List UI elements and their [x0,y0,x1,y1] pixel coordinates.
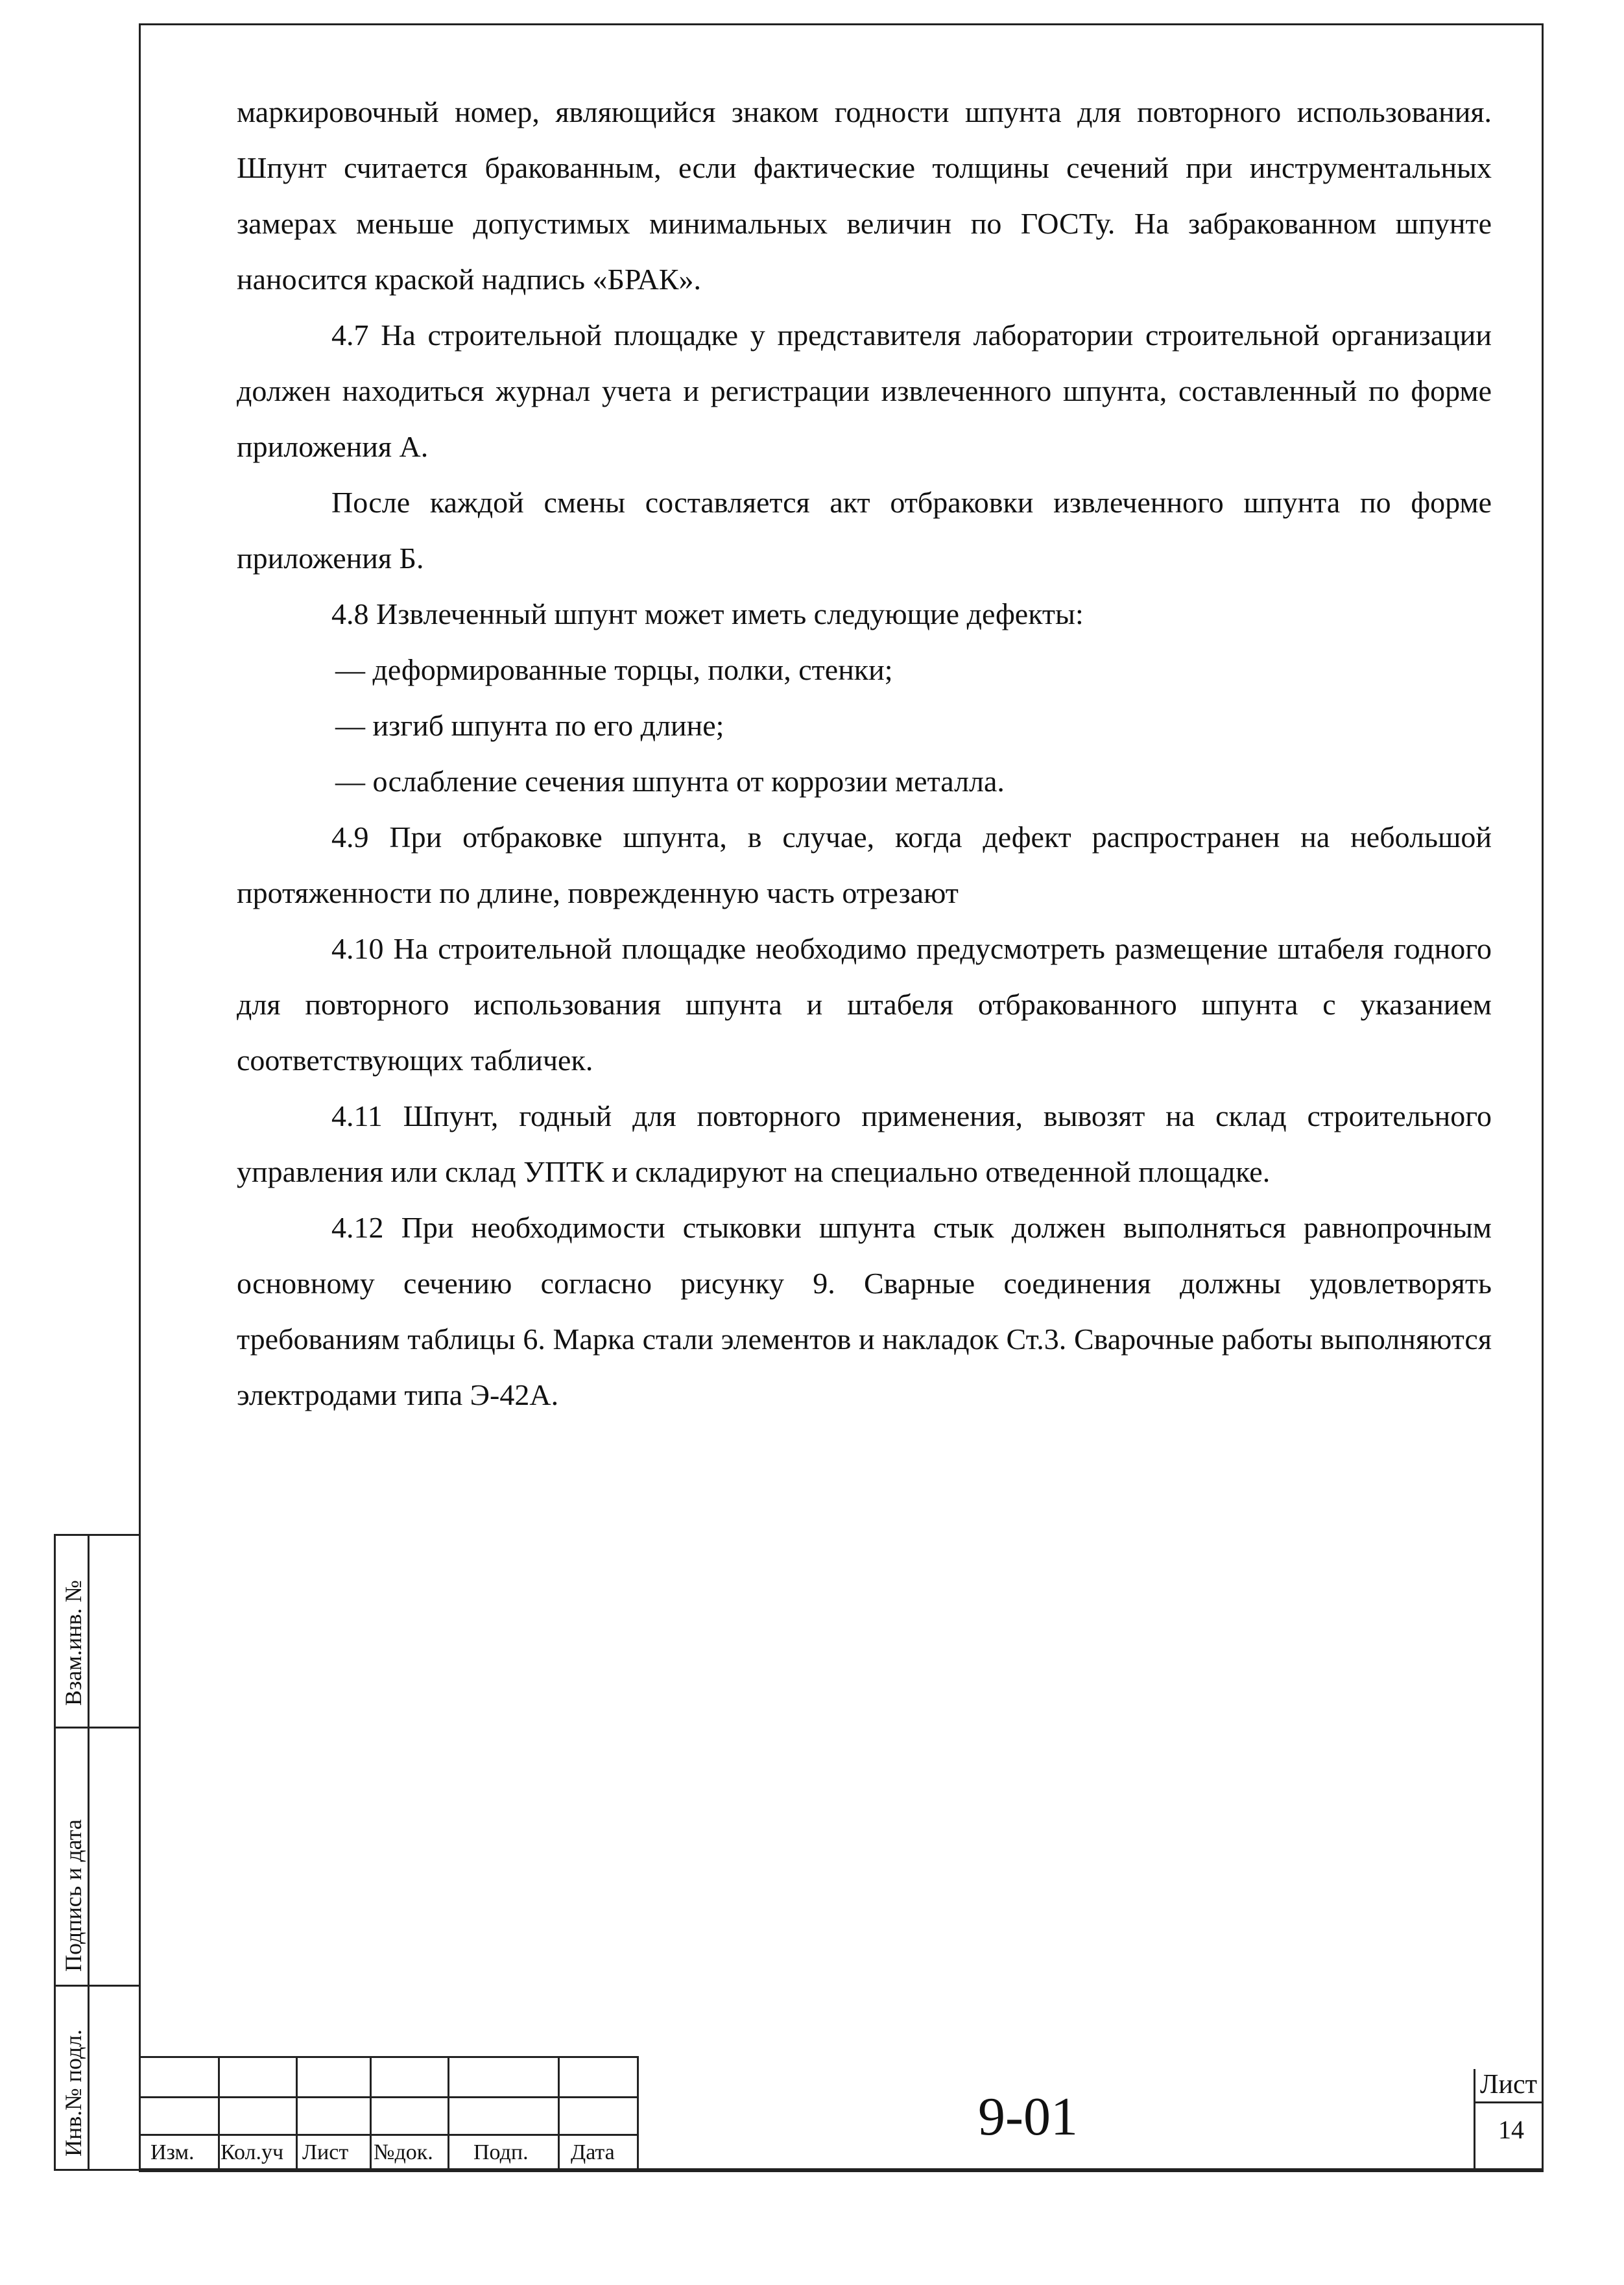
stamp-podpis-data: Подпись и дата [60,1819,86,1972]
list-item: — ослабление сечения шпунта от коррозии металла. [335,765,1005,798]
side-divider [54,1727,139,1729]
col-izm: Изм. [150,2140,195,2164]
title-block-line [139,2096,638,2098]
title-block-line [139,2056,638,2058]
title-block-line [296,2056,298,2171]
col-n-dok: №док. [374,2140,433,2164]
paragraph: 4.10 На строительной площадке необходимо предусмотреть размещение штабеля годного для повторного использования шпунта и штабеля отбракованного шпунта с указанием соответствующих табличек. [237,932,1492,1077]
paragraph: 4.8 Извлеченный шпунт может иметь следующие дефекты: [331,597,1084,630]
list-item: — изгиб шпунта по его длине; [335,709,724,742]
stamp-zam-inv: Взам.инв. № [60,1580,86,1706]
col-podp: Подп. [473,2140,529,2164]
paragraph: После каждой смены составляется акт отбраковки извлеченного шпунта по форме приложения Б. [237,486,1492,575]
paragraph: 4.12 При необходимости стыковки шпунта стык должен выполняться равнопрочным основному сечению согласно рисунку 9. Сварные соединения должны удовлетворять требованиям таблицы 6. Марка стали элементов и накладок Ст.3. Сварочные работы выполняются электродами типа Э-42А. [237,1211,1492,1411]
paragraph: 4.7 На строительной площадке у представителя лаборатории строительной организации должен находиться журнал учета и регистрации извлеченного шпунта, составленный по форме приложения А. [237,318,1492,463]
title-block-line [139,2134,638,2136]
stamp-inv-podl: Инв.№ подл. [60,2029,86,2157]
title-block-line [139,2170,1544,2172]
title-block-line [1474,2101,1544,2103]
col-list: Лист [302,2140,349,2164]
title-block-line [1474,2069,1475,2171]
title-block-line [558,2056,560,2171]
sheet-label: Лист [1480,2070,1537,2100]
side-divider [54,1985,139,1987]
side-divider [88,1534,90,2171]
list-item: — деформированные торцы, полки, стенки; [335,653,893,686]
col-kol-uch: Кол.уч [221,2140,284,2164]
title-block-line [370,2056,372,2171]
paragraph: маркировочный номер, являющийся знаком годности шпунта для повторного использования. Шпунт считается бракованным, если фактические толщины сечений при инструментальных замерах меньше допустимых минимальных величин по ГОСТу. На забракованном шпунте наносится краской надпись «БРАК». [237,95,1492,296]
sheet-number: 14 [1498,2115,1524,2144]
col-data: Дата [571,2140,615,2164]
title-block-line [448,2056,449,2171]
title-block-line [637,2056,639,2171]
document-code: 9-01 [978,2087,1078,2147]
paragraph: 4.11 Шпунт, годный для повторного применения, вывозят на склад строительного управления или склад УПТК и складируют на специально отведенной площадке. [237,1099,1492,1188]
title-block-line [218,2056,220,2171]
document-body [237,84,1492,1423]
paragraph: 4.9 При отбраковке шпунта, в случае, когда дефект распространен на небольшой протяженности по длине, поврежденную часть отрезают [237,820,1492,909]
